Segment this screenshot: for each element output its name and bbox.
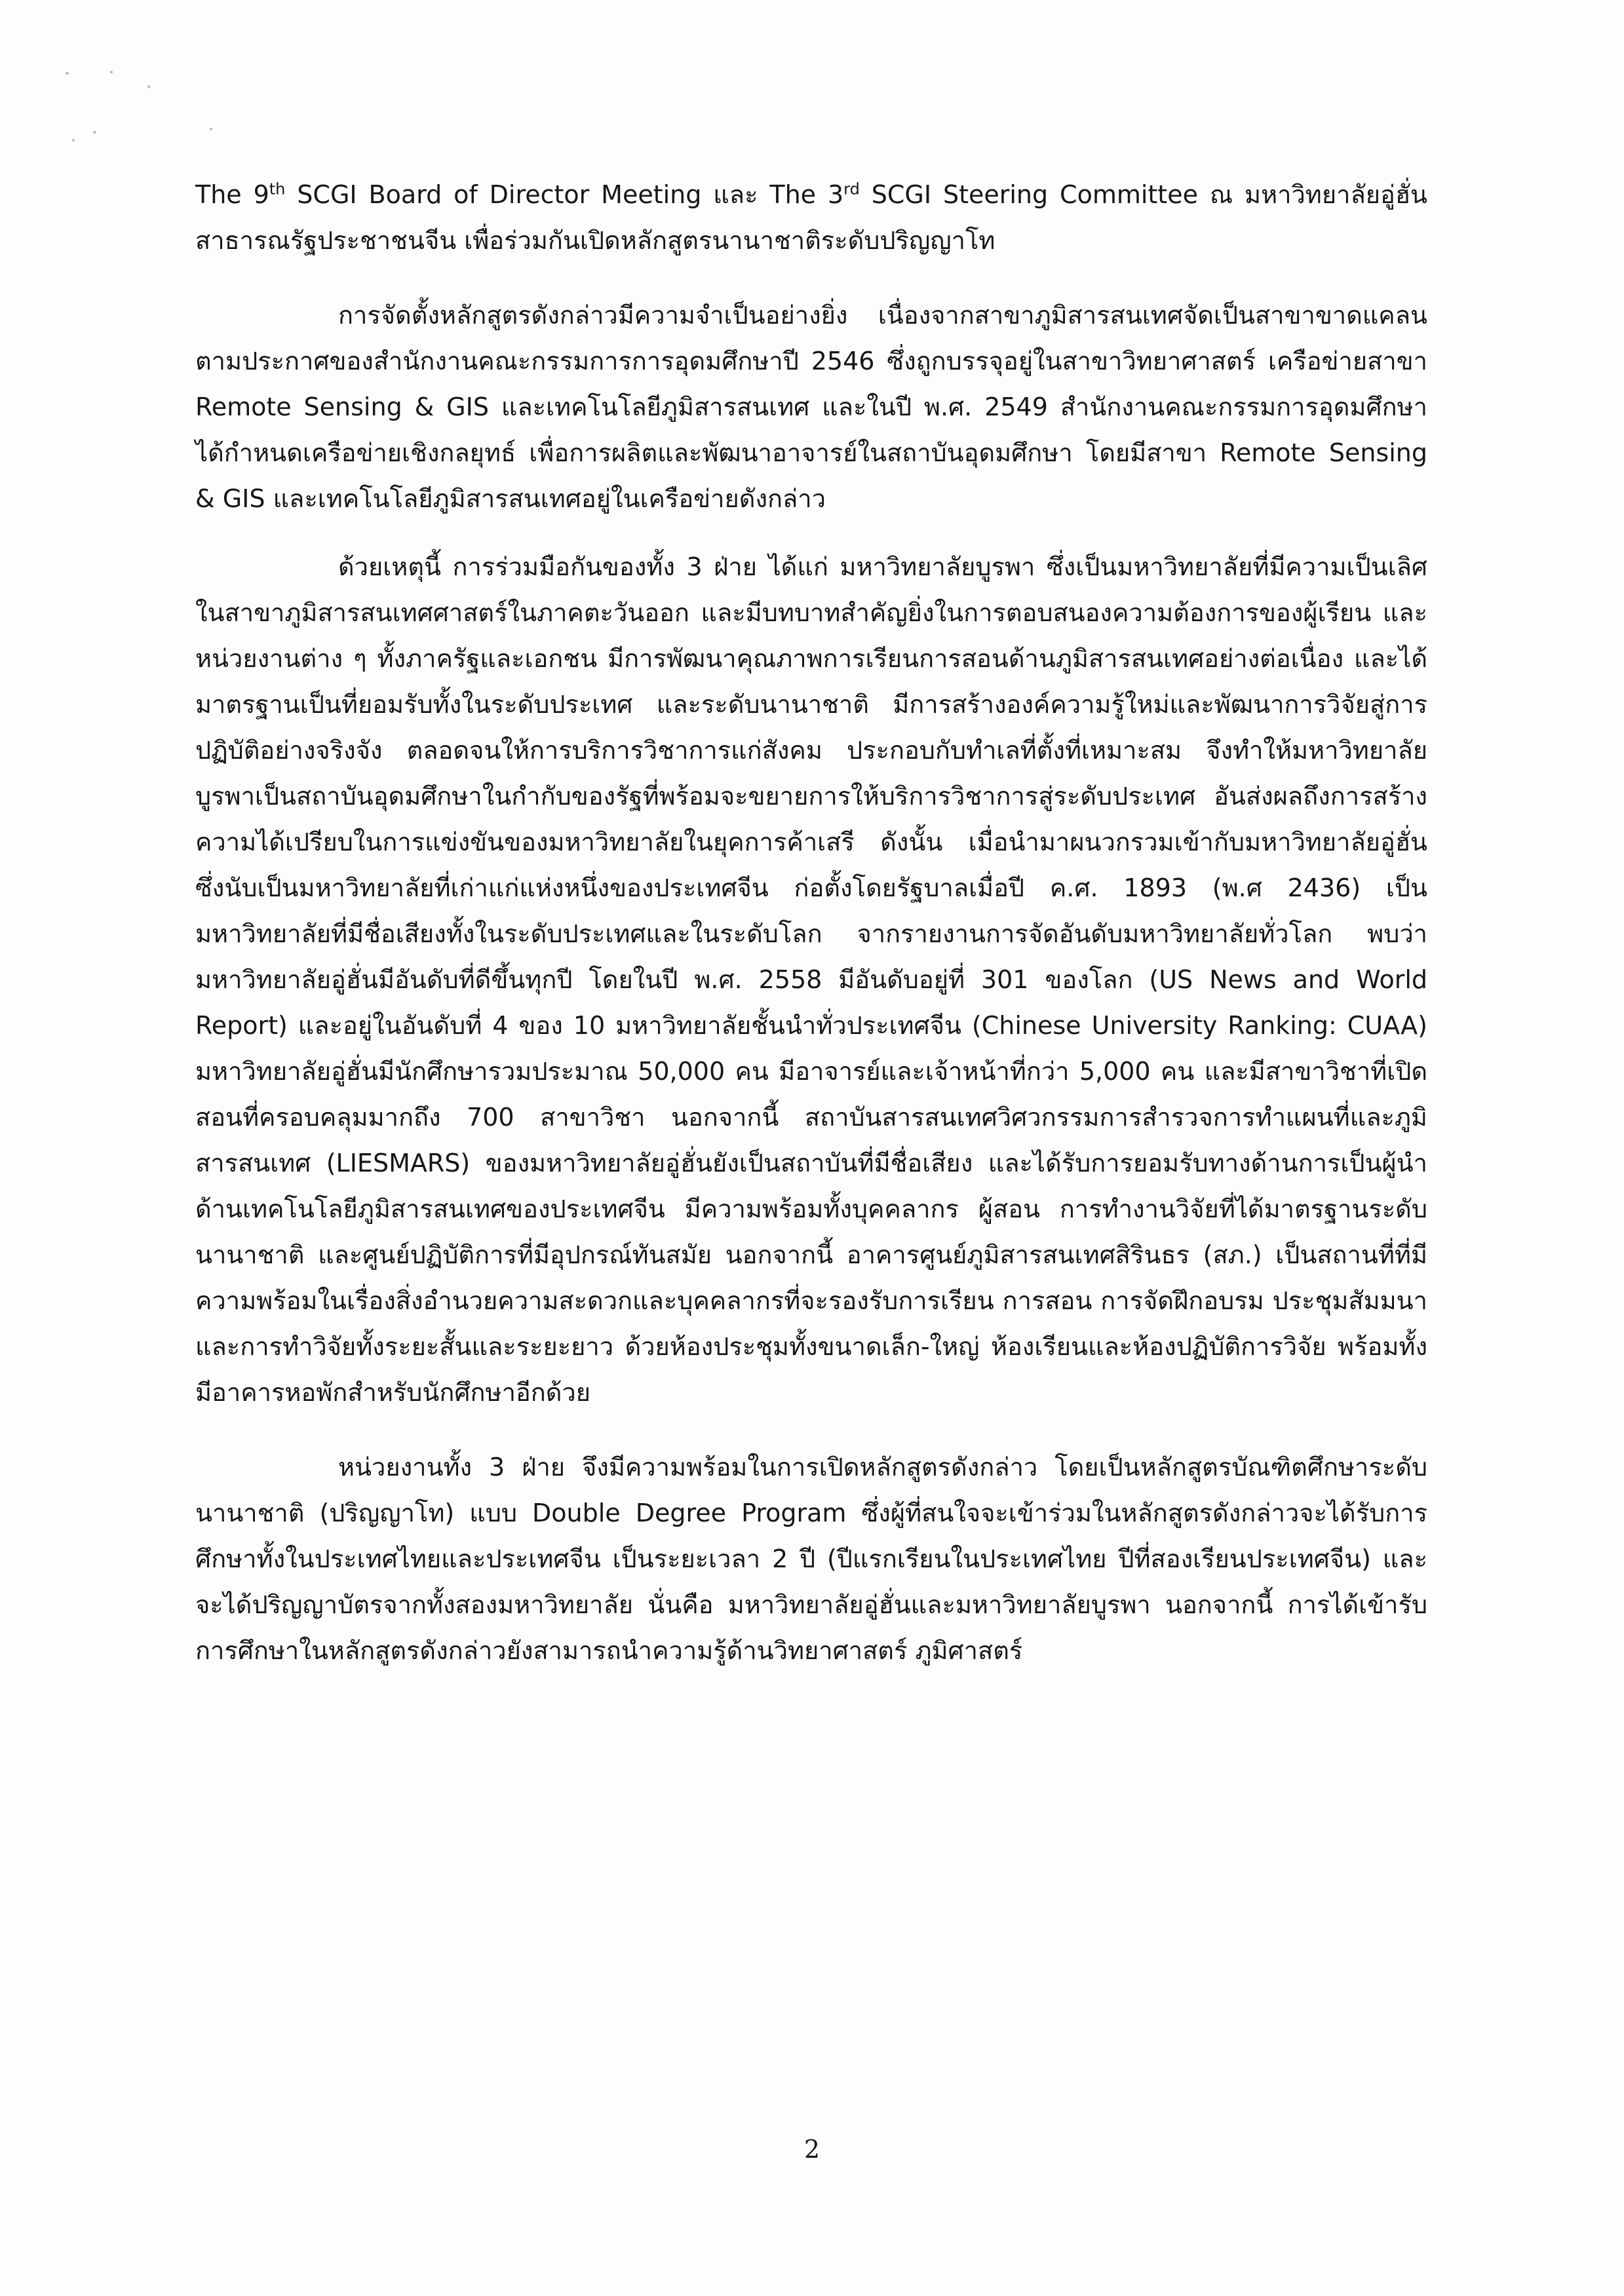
document-body [195, 172, 1427, 1674]
superscript-text: th [269, 180, 286, 199]
paragraph-partnership [195, 544, 1427, 1415]
paragraph-text: หน่วยงานทั้ง 3 ฝ่าย จึงมีความพร้อมในการเปิดหลักสูตรดังกล่าว โดยเป็นหลักสูตรบัณฑิตศึกษาระดับนานาชาติ (ปริญญาโท) แบบ Double Degree Program ซึ่งผู้ที่สนใจจะเข้าร่วมในหลักสูตรดังกล่าวจะได้รับการศึกษาทั้งในประเทศไทยและประเทศจีน เป็นระยะเวลา 2 ปี (ปีแรกเรียนในประเทศไทย ปีที่สองเรียนประเทศจีน) และจะได้ปริญญาบัตรจากทั้งสองมหาวิทยาลัย นั่นคือ มหาวิทยาลัยอู่ฮั่นและมหาวิทยาลัยบูรพา นอกจากนี้ การได้เข้ารับการศึกษาในหลักสูตรดังกล่าวยังสามารถนำความรู้ด้านวิทยาศาสตร์ ภูมิศาสตร์ [195, 1453, 1427, 1665]
paragraph-text: การจัดตั้งหลักสูตรดังกล่าวมีความจำเป็นอย่างยิ่ง เนื่องจากสาขาภูมิสารสนเทศจัดเป็นสาขาขาดแคลน ตามประกาศของสำนักงานคณะกรรมการการอุดมศึกษาปี 2546 ซึ่งถูกบรรจุอยู่ในสาขาวิทยาศาสตร์ เครือข่ายสาขา Remote Sensing & GIS และเทคโนโลยีภูมิสารสนเทศ และในปี พ.ศ. 2549 สำนักงานคณะกรรมการอุดมศึกษา ได้กำหนดเครือข่ายเชิงกลยุทธ์ เพื่อการผลิตและพัฒนาอาจารย์ในสถาบันอุดมศึกษา โดยมีสาขา Remote Sensing & GIS และเทคโนโลยีภูมิสารสนเทศอยู่ในเครือข่ายดังกล่าว [195, 301, 1427, 513]
paragraph-text: The 9 [195, 180, 269, 209]
paragraph-text: ด้วยเหตุนี้ การร่วมมือกันของทั้ง 3 ฝ่าย ได้แก่ มหาวิทยาลัยบูรพา ซึ่งเป็นมหาวิทยาลัยที่มีความเป็นเลิศในสาขาภูมิสารสนเทศศาสตร์ในภาคตะวันออก และมีบทบาทสำคัญยิ่งในการตอบสนองความต้องการของผู้เรียน และหน่วยงานต่าง ๆ ทั้งภาครัฐและเอกชน มีการพัฒนาคุณภาพการเรียนการสอนด้านภูมิสารสนเทศอย่างต่อเนื่อง และได้มาตรฐานเป็นที่ยอมรับทั้งในระดับประเทศ และระดับนานาชาติ มีการสร้างองค์ความรู้ใหม่และพัฒนาการวิจัยสู่การปฏิบัติอย่างจริงจัง ตลอดจนให้การบริการวิชาการแก่สังคม ประกอบกับทำเลที่ตั้งที่เหมาะสม จึงทำให้มหาวิทยาลัยบูรพาเป็นสถาบันอุดมศึกษาในกำกับของรัฐที่พร้อมจะขยายการให้บริการวิชาการสู่ระดับประเทศ อันส่งผลถึงการสร้างความได้เปรียบในการแข่งขันของมหาวิทยาลัยในยุคการค้าเสรี ดังนั้น เมื่อนำมาผนวกรวมเข้ากับมหาวิทยาลัยอู่ฮั่น ซึ่งนับเป็นมหาวิทยาลัยที่เก่าแก่แห่งหนึ่งของประเทศจีน ก่อตั้งโดยรัฐบาลเมื่อปี ค.ศ. 1893 (พ.ศ 2436) เป็นมหาวิทยาลัยที่มีชื่อเสียงทั้งในระดับประเทศและในระดับโลก จากรายงานการจัดอันดับมหาวิทยาลัยทั่วโลก พบว่ามหาวิทยาลัยอู่ฮั่นมีอันดับที่ดีขึ้นทุกปี โดยในปี พ.ศ. 2558 มีอันดับอยู่ที่ 301 ของโลก (US News and World Report) และอยู่ในอันดับที่ 4 ของ 10 มหาวิทยาลัยชั้นนำทั่วประเทศจีน (Chinese University Ranking: CUAA) มหาวิทยาลัยอู่ฮั่นมีนักศึกษารวมประมาณ 50,000 คน มีอาจารย์และเจ้าหน้าที่กว่า 5,000 คน และมีสาขาวิชาที่เปิดสอนที่ครอบคลุมมากถึง 700 สาขาวิชา นอกจากนี้ สถาบันสารสนเทศวิศวกรรมการสำรวจการทำแผนที่และภูมิสารสนเทศ (LIESMARS) ของมหาวิทยาลัยอู่ฮั่นยังเป็นสถาบันที่มีชื่อเสียง และได้รับการยอมรับทางด้านการเป็นผู้นำด้านเทคโนโลยีภูมิสารสนเทศของประเทศจีน มีความพร้อมทั้งบุคคลากร ผู้สอน การทำงานวิจัยที่ได้มาตรฐานระดับนานาชาติ และศูนย์ปฏิบัติการที่มีอุปกรณ์ทันสมัย นอกจากนี้ อาคารศูนย์ภูมิสารสนเทศสิรินธร (สภ.) เป็นสถานที่ที่มีความพร้อมในเรื่องสิ่งอำนวยความสะดวกและบุคคลากรที่จะรองรับการเรียน การสอน การจัดฝึกอบรม ประชุมสัมมนา และการทำวิจัยทั้งระยะสั้นและระยะยาว ด้วยห้องประชุมทั้งขนาดเล็ก-ใหญ่ ห้องเรียนและห้องปฏิบัติการวิจัย พร้อมทั้งมีอาคารหอพักสำหรับนักศึกษาอีกด้วย [195, 552, 1427, 1407]
page-number: 2 [803, 2135, 821, 2164]
paragraph-curriculum-need [195, 292, 1427, 522]
paragraph-double-degree [195, 1444, 1427, 1674]
paragraph-text: SCGI Steering Committee ณ มหาวิทยาลัยอู่ฮั่น สาธารณรัฐประชาชนจีน เพื่อร่วมกันเปิดหลักสูตรนานาชาติระดับปริญญาโท [195, 180, 1427, 255]
scan-specks [59, 66, 229, 157]
superscript-text: rd [843, 180, 860, 199]
paragraph-intro-continued [195, 172, 1427, 263]
paragraph-text: SCGI Board of Director Meeting และ The 3 [285, 180, 844, 209]
